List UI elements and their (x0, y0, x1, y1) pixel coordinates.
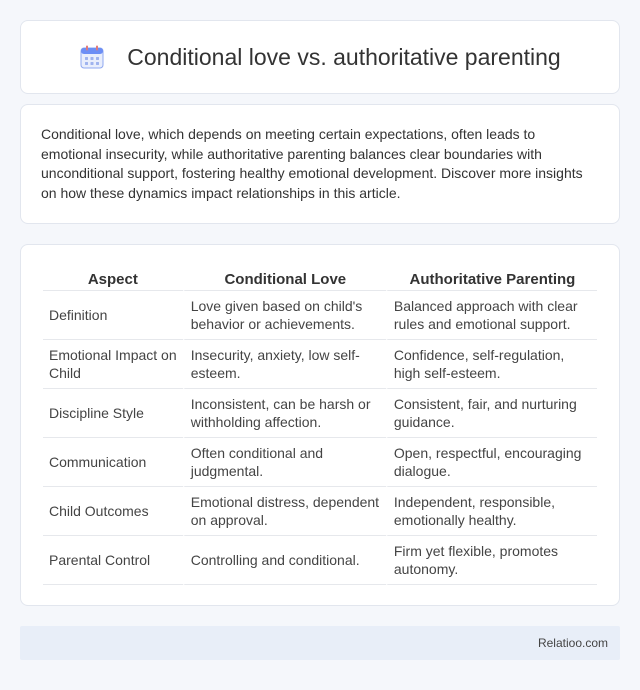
conditional-love-cell: Emotional distress, dependent on approval. (183, 487, 386, 536)
table-row (43, 536, 597, 585)
aspect-cell: Parental Control (43, 536, 183, 585)
table-row (43, 438, 597, 487)
conditional-love-cell: Love given based on child's behavior or achievements. (183, 291, 386, 340)
aspect-cell: Communication (43, 438, 183, 487)
table-row (43, 487, 597, 536)
conditional-love-cell: Insecurity, anxiety, low self-esteem. (183, 340, 386, 389)
conditional-love-cell: Inconsistent, can be harsh or withholding affection. (183, 389, 386, 438)
aspect-cell: Discipline Style (43, 389, 183, 438)
comparison-card (20, 244, 620, 606)
authoritative-parenting-cell: Firm yet flexible, promotes autonomy. (386, 536, 597, 585)
conditional-love-cell: Controlling and conditional. (183, 536, 386, 585)
column-header: Aspect (43, 265, 183, 291)
column-header: Authoritative Parenting (386, 265, 597, 291)
column-header: Conditional Love (183, 265, 386, 291)
authoritative-parenting-cell: Independent, responsible, emotionally healthy. (386, 487, 597, 536)
footer-brand: Relatioo.com (537, 636, 608, 650)
title-card (20, 20, 620, 94)
aspect-cell: Definition (43, 291, 183, 340)
conditional-love-cell: Often conditional and judgmental. (183, 438, 386, 487)
table-row (43, 291, 597, 340)
authoritative-parenting-cell: Confidence, self-regulation, high self-esteem. (386, 340, 597, 389)
aspect-cell: Emotional Impact on Child (43, 340, 183, 389)
table-header-row (43, 265, 597, 291)
footer (20, 626, 620, 660)
authoritative-parenting-cell: Balanced approach with clear rules and emotional support. (386, 291, 597, 340)
page-title: Conditional love vs. authoritative parenting (127, 43, 561, 70)
intro-text: Conditional love, which depends on meeting certain expectations, often leads to emotional insecurity, while authoritative parenting balances clear boundaries with unconditional support, fostering healthy emotional development. Discover more insights on how these dynamics impact relationships in this article. (41, 126, 583, 201)
authoritative-parenting-cell: Consistent, fair, and nurturing guidance. (386, 389, 597, 438)
authoritative-parenting-cell: Open, respectful, encouraging dialogue. (386, 438, 597, 487)
table-row (43, 340, 597, 389)
aspect-cell: Child Outcomes (43, 487, 183, 536)
calendar-icon (79, 44, 105, 70)
table-row (43, 389, 597, 438)
intro-card (20, 104, 620, 224)
comparison-table (43, 265, 597, 585)
